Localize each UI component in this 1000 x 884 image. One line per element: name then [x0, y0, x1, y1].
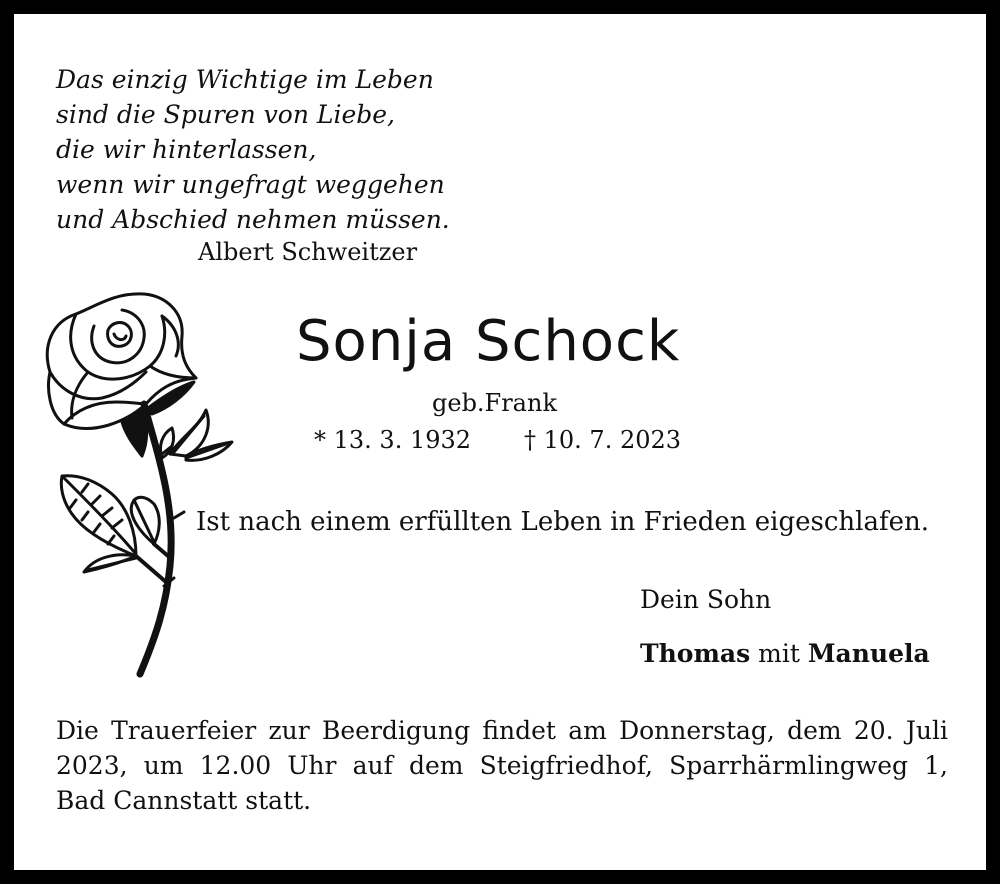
death-announcement: Ist nach einem erfüllten Leben in Frieden eigeschlafen. [196, 507, 930, 537]
quote-line: und Abschied nehmen müssen. [56, 205, 450, 234]
quote-line: Das einzig Wichtige im Leben [56, 65, 434, 94]
death-date: † 10. 7. 2023 [524, 426, 682, 454]
mourner-relation: Dein Sohn [640, 585, 772, 614]
quote-line: wenn wir ungefragt weggehen [56, 170, 445, 199]
mourner-connector: mit [758, 639, 800, 668]
mourner-names [640, 638, 930, 670]
memorial-quote [56, 62, 450, 237]
funeral-line: Bad Cannstatt statt. [56, 786, 312, 815]
maiden-name: geb.Frank [432, 389, 557, 417]
funeral-notice [56, 713, 948, 818]
quote-line: sind die Spuren von Liebe, [56, 100, 396, 129]
deceased-name: Sonja Schock [296, 309, 681, 374]
birth-date: * 13. 3. 1932 [314, 426, 472, 454]
mourner-name: Manuela [807, 639, 930, 668]
mourner-name: Thomas [640, 639, 751, 668]
funeral-line: Die Trauerfeier zur Beerdigung findet am Donnerstag, dem 20. Juli [56, 716, 948, 745]
funeral-line: 2023, um 12.00 Uhr auf dem Steigfriedhof, Sparrhärmlingweg 1, [56, 751, 948, 780]
quote-line: die wir hinterlassen, [56, 135, 317, 164]
quote-author: Albert Schweitzer [198, 238, 418, 266]
rose-icon [36, 286, 236, 686]
